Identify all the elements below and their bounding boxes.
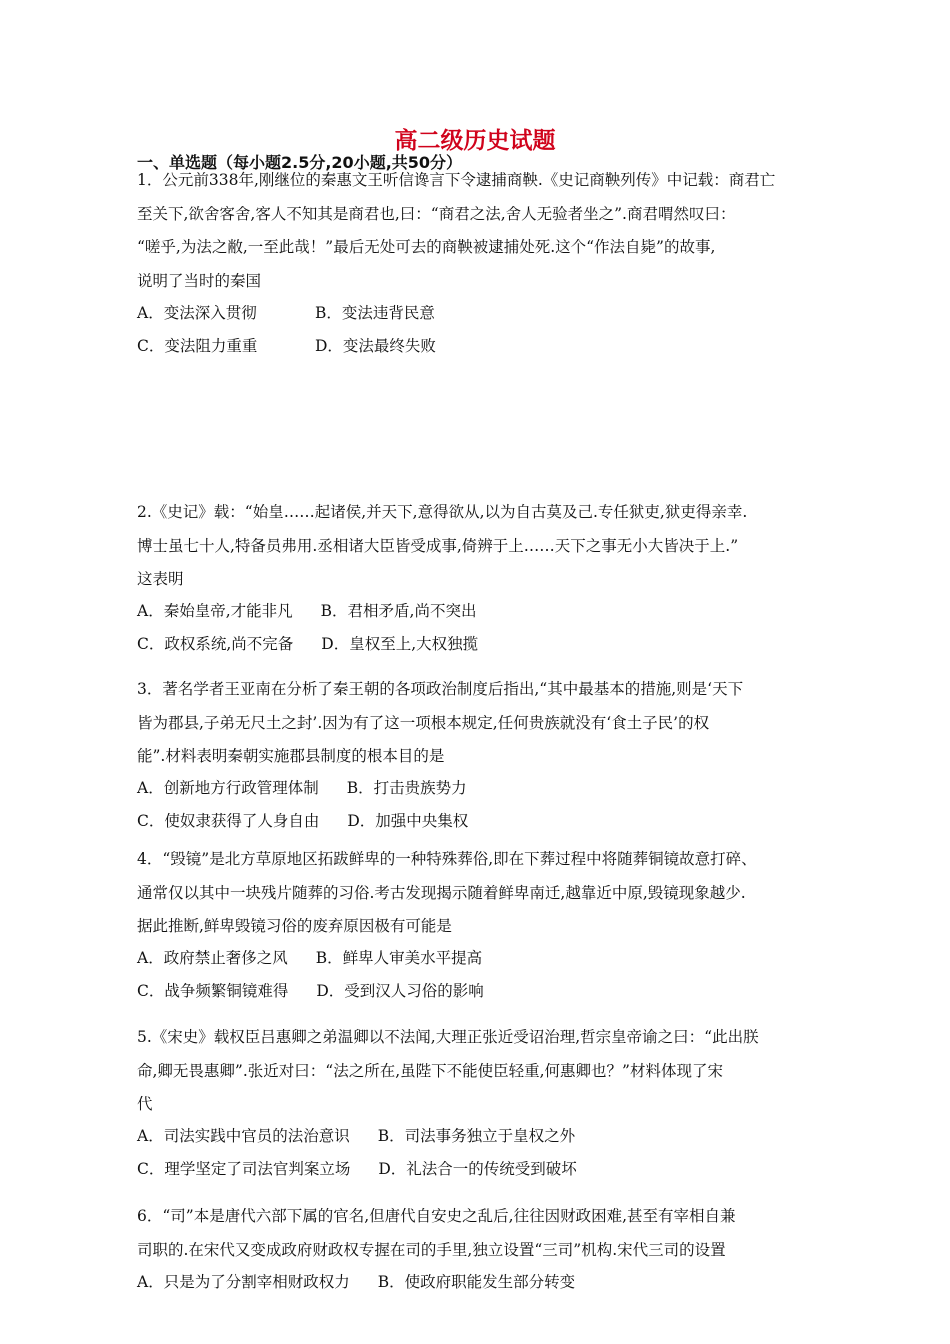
- answer-option: B．变法违背民意: [315, 304, 435, 323]
- question-stem-line: “嗟乎,为法之敝,一至此哉！”最后无处可去的商鞅被逮捕处死.这个“作法自毙”的故事,: [137, 238, 716, 257]
- question-stem-line: 1．公元前338年,刚继位的秦惠文王听信谗言下令逮捕商鞅.《史记商鞅列传》中记载：商君亡: [137, 171, 776, 189]
- question-stem-line: 博士虽七十人,特备员弗用.丞相诸大臣皆受成事,倚辨于上……天下之事无小大皆决于上.”: [137, 536, 739, 555]
- question-stem-line: 通常仅以其中一块残片随葬的习俗.考古发现揭示随着鲜卑南迁,越靠近中原,毁镜现象越少.: [137, 883, 746, 902]
- answer-option: B．君相矛盾,尚不突出: [320, 602, 477, 621]
- question-stem-line: 皆为郡县,子弟无尺土之封’.因为有了这一项根本规定,任何贵族就没有‘食土子民’的权: [137, 713, 710, 732]
- answer-option: A．只是为了分割宰相财政权力: [137, 1272, 350, 1291]
- question-stem-line: 据此推断,鲜卑毁镜习俗的废弃原因极有可能是: [137, 917, 452, 936]
- answer-option: A．政府禁止奢侈之风: [137, 949, 288, 968]
- answer-option: C．政权系统,尚不完备: [137, 635, 294, 654]
- answer-option: D．礼法合一的传统受到破坏: [378, 1160, 577, 1179]
- question-stem-line: 这表明: [137, 570, 184, 589]
- question-stem-line: 4．“毁镜”是北方草原地区拓跋鲜卑的一种特殊葬俗,即在下葬过程中将随葬铜镜故意打碎、: [137, 850, 757, 868]
- question-stem-line: 司职的.在宋代又变成政府财政权专握在司的手里,独立设置“三司”机构.宋代三司的设置: [137, 1240, 726, 1259]
- option-row: [137, 948, 482, 968]
- question-stem-line: 6．“司”本是唐代六部下属的官名,但唐代自安史之乱后,往往因财政困难,甚至有宰相自兼: [137, 1207, 736, 1225]
- option-row: [137, 601, 476, 621]
- answer-option: B．使政府职能发生部分转变: [377, 1272, 576, 1291]
- section-heading: 一、单选题（每小题2.5分,20小题,共50分）: [137, 153, 463, 172]
- option-row: [137, 1159, 577, 1179]
- answer-option: A．秦始皇帝,才能非凡: [137, 602, 293, 621]
- answer-option: D．变法最终失败: [315, 337, 436, 356]
- option-row: [137, 1126, 575, 1146]
- option-row: [137, 1272, 575, 1292]
- answer-option: C．战争频繁铜镜难得: [137, 982, 289, 1001]
- option-row: [137, 811, 497, 831]
- question-stem-line: 3．著名学者王亚南在分析了秦王朝的各项政治制度后指出,“其中最基本的措施,则是‘天下: [137, 680, 744, 698]
- question-stem-line: 说明了当时的秦国: [137, 272, 262, 291]
- answer-option: B．打击贵族势力: [346, 779, 467, 798]
- option-row: [137, 303, 465, 323]
- answer-option: C．理学坚定了司法官判案立场: [137, 1160, 351, 1179]
- question-stem-line: 代: [137, 1095, 153, 1114]
- question-stem-line: 5.《宋史》载权臣吕惠卿之弟温卿以不法闻,大理正张近受诏治理,哲宗皇帝谕之曰：“此出朕: [137, 1028, 759, 1046]
- option-row: [137, 778, 497, 798]
- page-title: 高二级历史试题: [394, 128, 556, 154]
- option-row: [137, 634, 478, 654]
- question-stem-line: 2.《史记》载：“始皇……起诸侯,并天下,意得欲从,以为自古莫及己.专任狱吏,狱吏得亲幸.: [137, 503, 748, 521]
- option-row: [137, 981, 484, 1001]
- option-row: [137, 336, 465, 356]
- answer-option: B．司法事务独立于皇权之外: [377, 1127, 576, 1146]
- answer-option: D．皇权至上,大权独揽: [321, 635, 479, 654]
- answer-option: B．鲜卑人审美水平提高: [315, 949, 483, 968]
- answer-option: A．司法实践中官员的法治意识: [137, 1127, 350, 1146]
- answer-option: D．加强中央集权: [347, 812, 469, 831]
- answer-option: A．创新地方行政管理体制: [137, 779, 319, 798]
- answer-option: C．变法阻力重重: [137, 337, 258, 356]
- answer-option: C．使奴隶获得了人身自由: [137, 812, 320, 831]
- answer-option: A．变法深入贯彻: [137, 304, 257, 323]
- question-stem-line: 至关下,欲舍客舍,客人不知其是商君也,曰：“商君之法,舍人无验者坐之”.商君喟然叹曰：: [137, 204, 736, 223]
- answer-option: D．受到汉人习俗的影响: [316, 982, 484, 1001]
- question-stem-line: 能”.材料表明秦朝实施郡县制度的根本目的是: [137, 747, 445, 766]
- question-stem-line: 命,卿无畏惠卿”.张近对曰：“法之所在,虽陛下不能使臣轻重,何惠卿也？”材料体现了宋: [137, 1061, 723, 1080]
